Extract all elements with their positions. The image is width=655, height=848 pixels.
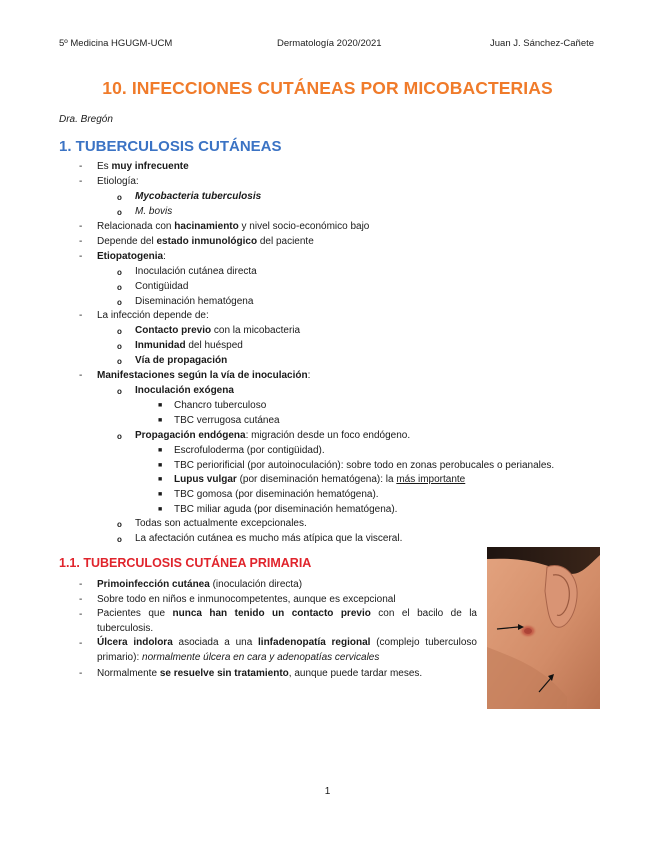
circle-bullet-icon: o [117,283,122,292]
list-item: TBC gomosa (por diseminación hematógena). [174,489,379,500]
square-bullet-icon: ■ [158,402,163,409]
list-item: Depende del estado inmunológico del paciente [97,236,314,247]
circle-bullet-icon: o [117,520,122,529]
list-item: TBC miliar aguda (por diseminación hematógena). [174,504,398,515]
dash-bullet: - [79,176,83,187]
header-right: Juan J. Sánchez-Cañete [490,38,595,49]
list-item: M. bovis [135,206,173,217]
circle-bullet-icon: o [117,208,122,217]
dash-bullet: - [79,579,83,590]
list-item: Vía de propagación [135,355,228,366]
dash-bullet: - [79,251,83,262]
list-item: Propagación endógena: migración desde un foco endógeno. [135,430,411,441]
header-left: 5º Medicina HGUGM-UCM [59,38,173,49]
clinical-photo [487,547,600,709]
list-item: Es muy infrecuente [97,161,189,172]
list-item: TBC verrugosa cutánea [174,415,280,426]
circle-bullet-icon: o [117,342,122,351]
list-item: Contacto previo con la micobacteria [135,325,301,336]
page-number: 1 [324,786,331,797]
dash-bullet: - [79,668,83,679]
circle-bullet-icon: o [117,432,122,441]
header-center: Dermatología 2020/2021 [277,38,382,49]
list-item: Contigüidad [135,281,189,292]
square-bullet-icon: ■ [158,491,163,498]
list-item: Relacionada con hacinamiento y nivel socio-económico bajo [97,221,370,232]
list-item: Inmunidad del huésped [135,340,243,351]
dash-bullet: - [79,638,83,649]
list-item: Primoinfección cutánea (inoculación directa) [97,579,303,590]
list-item: Lupus vulgar (por diseminación hematógena): la más importante [174,474,466,485]
author: Dra. Bregón [59,114,113,125]
list-item: Escrofuloderma (por contigüidad). [174,445,325,456]
dash-bullet: - [79,594,83,605]
circle-bullet-icon: o [117,327,122,336]
list-item: Chancro tuberculoso [174,400,267,411]
list-item: La afectación cutánea es mucho más atípica que la visceral. [135,533,403,544]
list-item: Manifestaciones según la vía de inoculación: [97,370,311,381]
list-item: Mycobacteria tuberculosis [135,191,262,202]
square-bullet-icon: ■ [158,447,163,454]
list-item: Inoculación exógena [135,385,234,396]
list-item: Etiopatogenia: [97,251,166,262]
dash-bullet: - [79,236,83,247]
section-heading-1-1: 1.1. TUBERCULOSIS CUTÁNEA PRIMARIA [59,556,312,570]
section-heading-1: 1. TUBERCULOSIS CUTÁNEAS [59,138,282,155]
circle-bullet-icon: o [117,298,122,307]
list-item: TBC periorificial (por autoinoculación): sobre todo en zonas perobucales o perianales. [174,460,555,471]
circle-bullet-icon: o [117,535,122,544]
list-item: Úlcera indolora asociada a una linfadenopatía regional (complejo tuberculoso primario): normalmente úlcera en cara y adenopatías cervicales [97,637,477,663]
square-bullet-icon: ■ [158,506,163,513]
dash-bullet: - [79,221,83,232]
circle-bullet-icon: o [117,193,122,202]
square-bullet-icon: ■ [158,476,163,483]
circle-bullet-icon: o [117,268,122,277]
list-item: Diseminación hematógena [135,296,254,307]
list-item: La infección depende de: [97,310,209,321]
list-item: Etiología: [97,176,139,187]
dash-bullet: - [79,161,83,172]
dash-bullet: - [79,609,83,620]
list-item: Normalmente se resuelve sin tratamiento, aunque puede tardar meses. [97,668,423,679]
clinical-photo-illustration [487,547,600,709]
page-title: 10. INFECCIONES CUTÁNEAS POR MICOBACTERIAS [102,78,553,98]
list-item: Pacientes que nunca han tenido un contacto previo con el bacilo de la tuberculosis. [97,608,477,634]
list-item: Inoculación cutánea directa [135,266,257,277]
square-bullet-icon: ■ [158,462,163,469]
circle-bullet-icon: o [117,387,122,396]
list-item: Todas son actualmente excepcionales. [135,518,307,529]
square-bullet-icon: ■ [158,417,163,424]
circle-bullet-icon: o [117,357,122,366]
dash-bullet: - [79,310,83,321]
dash-bullet: - [79,370,83,381]
list-item: Sobre todo en niños e inmunocompetentes, aunque es excepcional [97,594,396,605]
